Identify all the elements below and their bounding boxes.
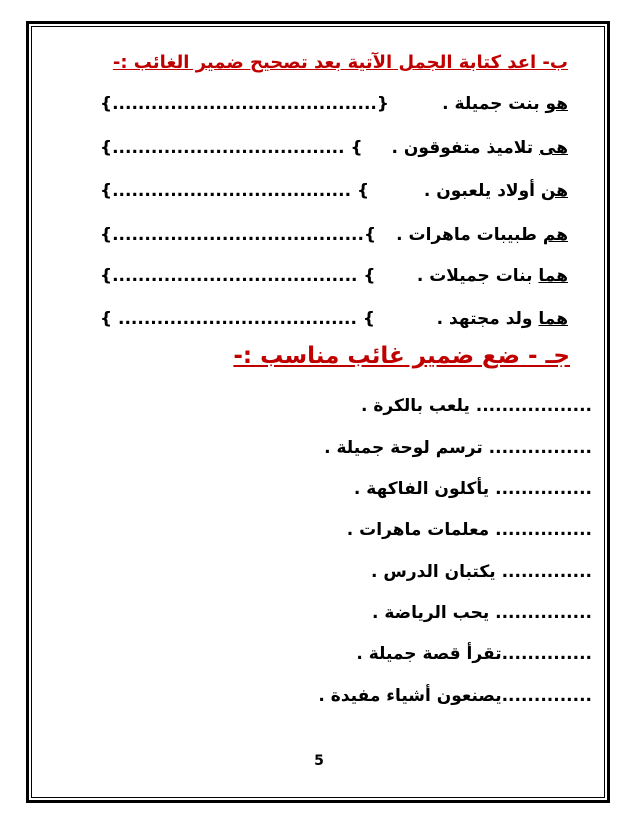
fill-text: يأكلون الفاكهة . — [353, 479, 490, 499]
pronoun: هم — [542, 225, 568, 245]
blank-dots[interactable]: .................. — [475, 396, 592, 416]
fill-text: ترسم لوحة جميلة . — [324, 438, 483, 458]
fill-blank-row — [318, 686, 592, 706]
answer-slot[interactable]: {...................................... { — [100, 266, 376, 286]
blank-dots[interactable]: .............. — [501, 686, 592, 706]
pronoun: هى — [539, 138, 568, 158]
blank-dots[interactable]: .............. — [501, 562, 592, 582]
correction-row — [100, 94, 568, 124]
pronoun: هما — [538, 266, 568, 286]
fill-blank-row — [372, 603, 592, 623]
correction-row — [100, 266, 568, 296]
sentence — [424, 181, 568, 201]
sentence-text: ولد مجتهد . — [436, 309, 539, 329]
fill-blank-row — [347, 520, 592, 540]
sentence-text: أولاد يلعبون . — [423, 181, 541, 201]
correction-row — [100, 225, 568, 255]
sentence — [442, 94, 568, 114]
fill-blank-row — [354, 479, 592, 499]
fill-blank-row — [371, 562, 592, 582]
answer-slot[interactable]: {..................................... { — [100, 181, 370, 201]
fill-text: يكتبان الدرس . — [371, 562, 496, 582]
fill-text: يصنعون أشياء مفيدة . — [318, 686, 502, 706]
sentence-text: بنات جميلات . — [416, 266, 539, 286]
fill-blank-row — [356, 644, 592, 664]
sentence-text: بنت جميلة . — [442, 94, 546, 114]
section-b-heading: ب- اعد كتابة الجمل الآتية بعد تصحيح ضمير الغائب :- — [112, 52, 568, 73]
fill-blank-row — [361, 396, 592, 416]
correction-row — [100, 138, 568, 168]
blank-dots[interactable]: ............... — [495, 603, 592, 623]
sentence-text: طبيبات ماهرات . — [396, 225, 543, 245]
answer-slot[interactable]: { ..................................... { — [100, 309, 375, 329]
page-number: 5 — [314, 753, 324, 769]
fill-text: يلعب بالكرة . — [360, 396, 470, 416]
blank-dots[interactable]: .............. — [501, 644, 592, 664]
answer-slot[interactable]: {.......................................{ — [100, 225, 377, 245]
pronoun: هو — [545, 94, 568, 114]
sentence — [417, 266, 568, 286]
fill-text: معلمات ماهرات . — [346, 520, 490, 540]
answer-slot[interactable]: {.........................................} — [100, 94, 389, 114]
fill-text: تقرأ قصة جميلة . — [356, 644, 502, 664]
sentence-text: تلاميذ متفوقون . — [391, 138, 539, 158]
pronoun: هن — [540, 181, 568, 201]
fill-text: يحب الرياضة . — [371, 603, 490, 623]
sentence — [437, 309, 568, 329]
correction-row — [100, 181, 568, 211]
pronoun: هما — [538, 309, 568, 329]
sentence — [392, 138, 568, 158]
section-j-heading: جـ - ضع ضمير غائب مناسب :- — [233, 343, 570, 369]
blank-dots[interactable]: ............... — [495, 479, 592, 499]
sentence — [396, 225, 568, 245]
fill-blank-row — [324, 438, 592, 458]
blank-dots[interactable]: ................ — [488, 438, 592, 458]
correction-row — [100, 309, 568, 339]
answer-slot[interactable]: {.................................... { — [100, 138, 363, 158]
blank-dots[interactable]: ............... — [495, 520, 592, 540]
